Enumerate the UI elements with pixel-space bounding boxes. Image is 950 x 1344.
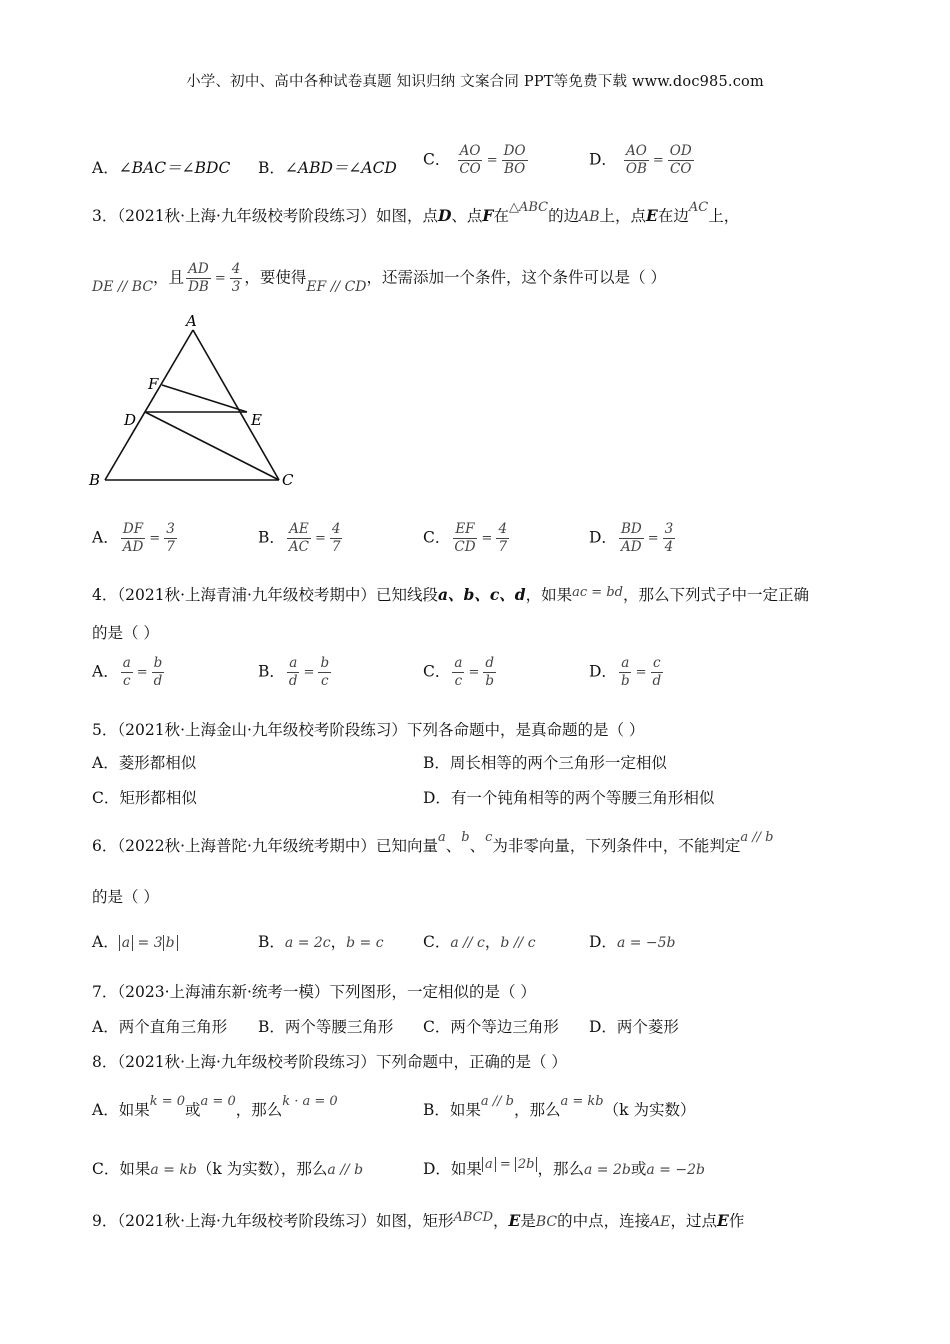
q2-option-a: A．∠BAC＝∠BDC — [92, 159, 231, 177]
segment-fe — [162, 385, 247, 412]
q5-option-a: A．菱形都相似 — [92, 754, 197, 772]
q8-option-a: A．如果$^{k = 0}$或$^{a = 0}$，那么$^{k \cdot a = 0}$ — [92, 1094, 338, 1119]
label-b: B — [89, 471, 101, 489]
q8-option-b: B．如果$^{a // b}$，那么$^{a = kb}$（k 为实数） — [423, 1094, 696, 1119]
q4-stem-line2: 的是（ ） — [92, 624, 159, 642]
q5-option-b: B．周长相等的两个三角形一定相似 — [423, 754, 667, 772]
q6-option-c: C．a // c，b // c — [423, 933, 536, 951]
fraction: $\frac{4}{3}$ — [231, 261, 241, 295]
q2-option-c: C． $\frac{AO}{CO}$ = $\frac{DO}{BO}$ — [423, 143, 526, 177]
q6-stem-line2: 的是（ ） — [92, 888, 159, 906]
q7-stem: 7．（2023·上海浦东新·统考一模）下列图形，一定相似的是（ ） — [92, 983, 536, 1001]
q4-option-d: D． $\frac{a}{b}$ = $\frac{c}{d}$ — [589, 655, 662, 689]
page-header: 小学、初中、高中各种试卷真题 知识归纳 文案合同 PPT等免费下载 www.doc985.com — [186, 74, 764, 90]
q5-option-c: C．矩形都相似 — [92, 789, 197, 807]
label-e: E — [251, 411, 262, 429]
q4-option-b: B． $\frac{a}{d}$ = $\frac{b}{c}$ — [258, 655, 330, 689]
fraction: $\frac{AD}{DB}$ — [188, 261, 209, 295]
q3-stem-line2: DE // BC，且 $\frac{AD}{DB}$ = $\frac{4}{3}$ ，要使得EF // CD，还需添加一个条件，这个条件可以是（ ） — [92, 261, 666, 295]
q7-option-c: C．两个等边三角形 — [423, 1018, 559, 1036]
label-a: A — [186, 312, 197, 330]
q2-option-d: D． $\frac{AO}{OB}$ = $\frac{OD}{CO}$ — [589, 143, 692, 177]
q7-option-b: B．两个等腰三角形 — [258, 1018, 394, 1036]
label-c: C — [282, 471, 294, 489]
label-f: F — [148, 375, 159, 393]
q3-option-d: D． $\frac{BD}{AD}$ = $\frac{3}{4}$ — [589, 521, 674, 555]
q8-stem: 8．（2021秋·上海·九年级校考阶段练习）下列命题中，正确的是（ ） — [92, 1053, 567, 1071]
q6-option-d: D．a = −5b — [589, 933, 676, 951]
q2-option-b: B．∠ABD＝∠ACD — [258, 159, 397, 177]
q8-option-c: C．如果a = kb（k 为实数），那么a // b — [92, 1160, 364, 1178]
q4-option-c: C． $\frac{a}{c}$ = $\frac{d}{b}$ — [423, 655, 494, 689]
q4-stem-line1: 4．（2021秋·上海青浦·九年级校考期中）已知线段a、b、c、d，如果$^{ac = bd}$，那么下列式子中一定正确 — [92, 585, 809, 604]
fraction: $\frac{AO}{OB}$ — [625, 143, 647, 177]
q6-option-b: B．a = 2c，b = c — [258, 933, 384, 951]
q3-option-b: B． $\frac{AE}{AC}$ = $\frac{4}{7}$ — [258, 521, 341, 555]
q5-option-d: D．有一个钝角相等的两个等腰三角形相似 — [423, 789, 715, 807]
triangle-figure — [86, 308, 306, 498]
q3-option-c: C． $\frac{EF}{CD}$ = $\frac{4}{7}$ — [423, 521, 508, 555]
q8-option-d: D．如果 $^{a = 2b}$ ，那么a = 2b或a = −2b — [423, 1157, 705, 1178]
fraction: $\frac{DO}{BO}$ — [503, 143, 526, 177]
q6-stem-line1: 6．（2022秋·上海普陀·九年级统考期中）已知向量$^a$、$^b$、$^c$为非零向量，下列条件中，不能判定$^{a // b}$ — [92, 830, 774, 855]
q3-option-a: A． $\frac{DF}{AD}$ = $\frac{3}{7}$ — [92, 521, 175, 555]
q7-option-a: A．两个直角三角形 — [92, 1018, 228, 1036]
label-d: D — [124, 411, 137, 429]
q3-stem-line1: 3．（2021秋·上海·九年级校考阶段练习）如图，点D、点F在$^{\triangle ABC}$的边AB上，点E在边$^{AC}$上， — [92, 200, 740, 225]
q5-stem: 5．（2021秋·上海金山·九年级校考阶段练习）下列各命题中，是真命题的是（ ） — [92, 721, 645, 739]
fraction: $\frac{AO}{CO}$ — [459, 143, 481, 177]
q6-option-a: A． a = 3 b — [92, 930, 178, 955]
q9-stem: 9．（2021秋·上海·九年级校考阶段练习）如图，矩形$^{ABCD}$，E是BC的中点，连接AE，过点E作 — [92, 1210, 745, 1230]
side-ab — [105, 330, 193, 480]
q7-option-d: D．两个菱形 — [589, 1018, 679, 1036]
fraction: $\frac{OD}{CO}$ — [669, 143, 692, 177]
q4-option-a: A． $\frac{a}{c}$ = $\frac{b}{d}$ — [92, 655, 163, 689]
